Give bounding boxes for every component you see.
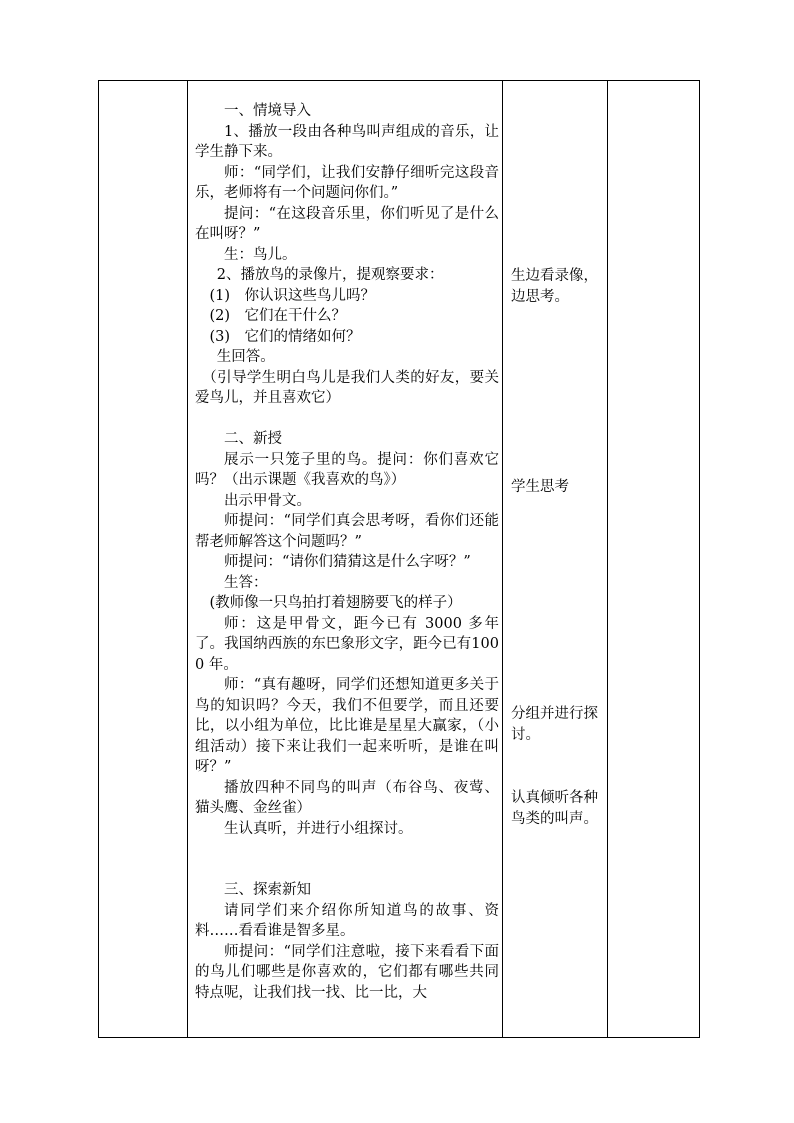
- paragraph: （引导学生明白鸟儿是我们人类的好友，要关爱鸟儿，并且喜欢它）: [195, 369, 499, 406]
- paragraph: 1、播放一段由各种鸟叫声组成的音乐，让学生静下来。: [195, 123, 499, 160]
- section-heading: 三、探索新知: [224, 882, 311, 898]
- student-activity-cell: [504, 81, 607, 1037]
- paragraph: 生回答。: [216, 349, 275, 365]
- paragraph: 生答：: [224, 574, 268, 591]
- paragraph: 请同学们来介绍你所知道鸟的故事、资料……看看谁是智多星。: [195, 902, 499, 939]
- right-empty-cell: [608, 81, 699, 1037]
- student-activity-note: 分组并进行探讨。: [511, 706, 598, 743]
- section-heading: 一、情境导入: [224, 103, 311, 119]
- list-item: (2) 它们在干什么？: [209, 308, 347, 324]
- paragraph: 出示甲骨文。: [224, 492, 311, 509]
- paragraph: (教师像一只鸟拍打着翅膀要飞的样子）: [209, 595, 462, 611]
- list-item: (3) 它们的情绪如何？: [209, 328, 361, 345]
- column-divider: [187, 81, 188, 1037]
- student-activity-note: 认真倾听各种鸟类的叫声。: [511, 790, 598, 827]
- paragraph: 提问：“在这段音乐里，你们听见了是什么在叫呀？”: [195, 205, 499, 242]
- paragraph: 师提问：“同学们注意啦，接下来看看下面的鸟儿们哪些是你喜欢的，它们都有哪些共同特点呢，让我们找一找、比一比，大: [195, 943, 499, 1001]
- paragraph: 生认真听，并进行小组探讨。: [224, 820, 413, 837]
- paragraph: 师提问：“同学们真会思考呀，看你们还能帮老师解答这个问题吗？”: [195, 513, 499, 550]
- lesson-plan-table: [98, 80, 700, 1038]
- paragraph: 师提问：“请你们猜猜这是什么字呀？”: [224, 554, 471, 570]
- student-activity-note: 生边看录像，边思考。: [511, 268, 598, 305]
- paragraph: 师：这是甲骨文，距今已有 3000 多年了。我国纳西族的东巴象形文字，距今已有1000 年。: [195, 615, 499, 673]
- paragraph: 师：“真有趣呀，同学们还想知道更多关于鸟的知识吗？今天，我们不但要学，而且还要比，以小组为单位，比比谁是星星大赢家，（小组活动）接下来让我们一起来听听，是谁在叫呀？”: [195, 677, 499, 775]
- section-heading: 二、新授: [224, 431, 282, 447]
- student-activity-note: 学生思考: [511, 479, 569, 495]
- list-item: (1) 你认识这些鸟儿吗？: [209, 287, 376, 304]
- left-empty-cell: [99, 81, 187, 1037]
- paragraph: 2、播放鸟的录像片，提观察要求：: [216, 267, 444, 283]
- paragraph: 播放四种不同鸟的叫声（布谷鸟、夜莺、猫头鹰、金丝雀）: [195, 779, 499, 816]
- paragraph: 师：“同学们，让我们安静仔细听完这段音乐，老师将有一个问题问你们。”: [195, 164, 499, 201]
- paragraph: 生：鸟儿。: [224, 246, 297, 263]
- paragraph: 展示一只笼子里的鸟。提问：你们喜欢它吗？（出示课题《我喜欢的鸟》）: [195, 451, 499, 488]
- teaching-process-cell: [189, 81, 503, 1037]
